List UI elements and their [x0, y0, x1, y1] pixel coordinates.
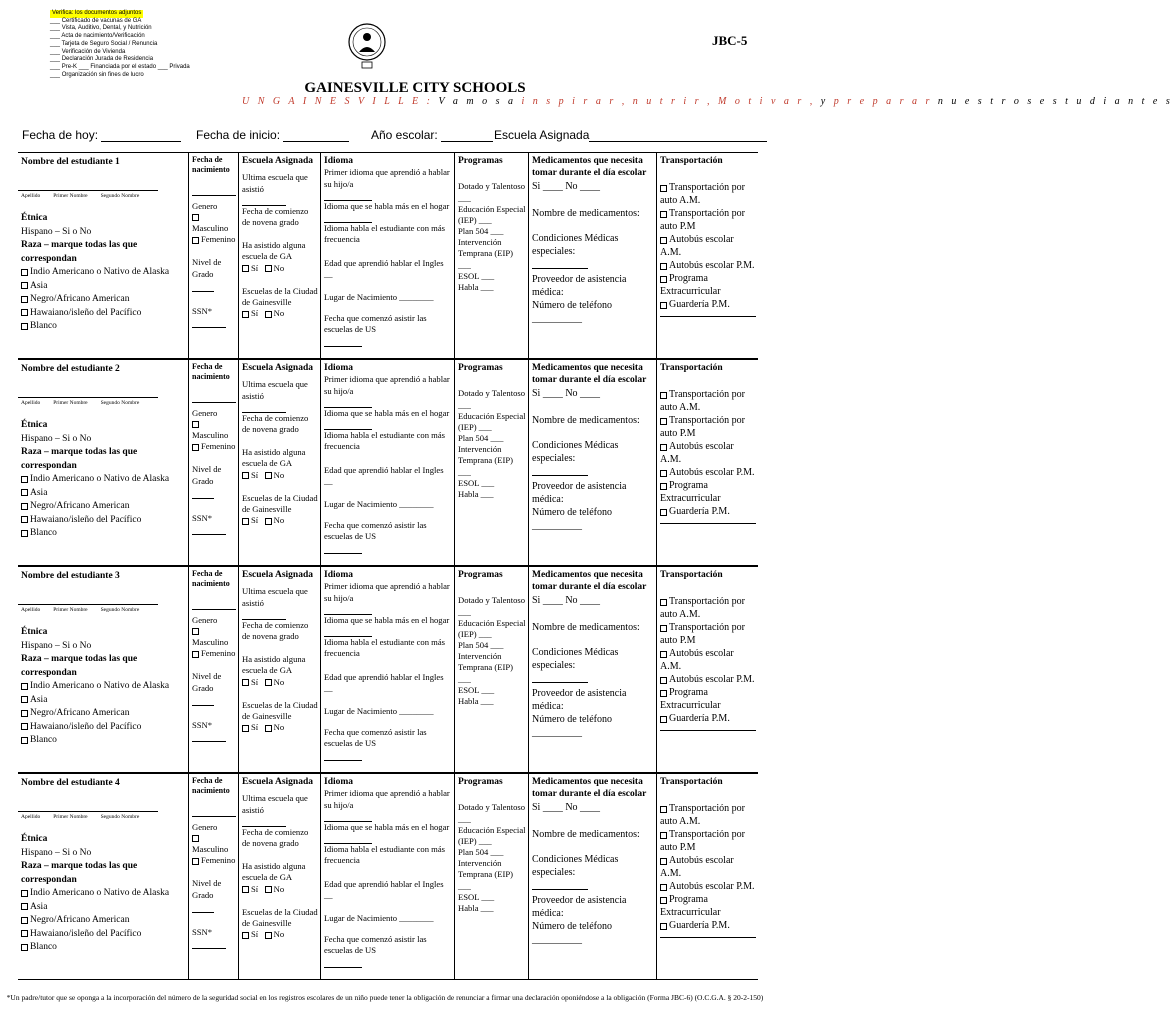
lugar-nacimiento-field[interactable]: Lugar de Nacimiento ________	[324, 498, 434, 509]
name-fields[interactable]: Apellido Primer Nombre Segundo Nombre	[18, 190, 158, 200]
verification-title: Verifica: los documentos adjuntos	[52, 10, 142, 16]
programa-option[interactable]: Intervención Temprana (EIP) ___	[458, 444, 513, 477]
hispano-field[interactable]: Hispano – Si o No	[21, 433, 92, 444]
escuela-asignada-label: Escuela Asignada	[242, 777, 314, 787]
programa-option[interactable]: Intervención Temprana (EIP) ___	[458, 237, 513, 270]
checkbox-icon[interactable]	[192, 858, 199, 865]
programa-option[interactable]: Educación Especial (IEP) ___	[458, 824, 526, 846]
raza-option[interactable]: Blanco	[21, 320, 185, 333]
programa-option[interactable]: Dotado y Talentoso ___	[458, 595, 526, 617]
programa-option[interactable]: ESOL ___	[458, 477, 495, 488]
medicamentos-si-no[interactable]: Si ____ No ____	[532, 180, 601, 192]
checkbox-icon[interactable]	[21, 683, 28, 690]
telefono-field[interactable]: Número de teléfono __________	[532, 299, 612, 324]
checkbox-icon[interactable]	[192, 651, 199, 658]
transportacion-label: Transportación	[660, 570, 723, 580]
checkbox-icon[interactable]	[660, 884, 667, 891]
transport-option[interactable]: Transportación por auto P.M	[660, 208, 746, 233]
ssn-label: SSN*	[192, 926, 213, 937]
raza-option[interactable]: Blanco	[21, 527, 185, 540]
verification-item[interactable]: ___ Declaración Jurada de Residencia	[50, 56, 154, 63]
programa-option[interactable]: Habla ___	[458, 488, 494, 499]
transport-option[interactable]: Guardería P.M.	[660, 919, 756, 932]
masculino-option[interactable]: Masculino	[192, 626, 236, 648]
escuela-asignada-label: Escuela Asignada	[242, 156, 314, 166]
checkbox-icon[interactable]	[21, 503, 28, 510]
transport-option[interactable]: Transportación por auto A.M.	[660, 389, 746, 414]
transport-option[interactable]: Transportación por auto P.M	[660, 622, 746, 647]
ssn-label: SSN*	[192, 719, 213, 730]
programas-label: Programas	[458, 363, 503, 373]
raza-label: Raza – marque todas las que correspondan	[21, 654, 138, 678]
raza-option[interactable]: Hawaiano/isleño del Pacífico	[21, 721, 185, 734]
genero-label: Genero	[192, 407, 218, 418]
ultima-escuela-field[interactable]	[242, 405, 286, 413]
checkbox-icon[interactable]	[242, 265, 249, 272]
students-grid	[18, 152, 758, 980]
femenino-option[interactable]: Femenino	[192, 855, 236, 866]
checkbox-icon[interactable]	[660, 470, 667, 477]
idioma-label: Idioma	[324, 570, 354, 580]
ssn-label: SSN*	[192, 512, 213, 523]
primer-idioma-field[interactable]	[324, 402, 372, 408]
medicamentos-label: Medicamentos que necesita tomar durante el día escolar	[532, 777, 647, 800]
checkbox-icon[interactable]	[21, 323, 28, 330]
nivel-label: Nivel de Grado	[192, 464, 222, 486]
raza-option[interactable]: Indio Americano o Nativo de Alaska	[21, 473, 185, 486]
programa-option[interactable]: ESOL ___	[458, 891, 495, 902]
raza-option[interactable]: Blanco	[21, 941, 185, 954]
checkbox-icon[interactable]	[21, 530, 28, 537]
genero-label: Genero	[192, 821, 218, 832]
programa-option[interactable]: Educación Especial (IEP) ___	[458, 203, 526, 225]
telefono-field[interactable]: Número de teléfono __________	[532, 920, 612, 945]
transport-option[interactable]: Programa Extracurricular	[660, 273, 721, 298]
raza-option[interactable]: Asia	[21, 487, 185, 500]
student-name-title: Nombre del estudiante 4	[21, 778, 120, 788]
raza-label: Raza – marque todas las que correspondan	[21, 447, 138, 471]
fecha-us-field[interactable]	[324, 962, 362, 968]
raza-label: Raza – marque todas las que correspondan	[21, 240, 138, 264]
ano-escolar-field[interactable]: Año escolar:	[371, 128, 493, 142]
checkbox-icon[interactable]	[660, 897, 667, 904]
programa-option[interactable]: Habla ___	[458, 902, 494, 913]
medicamentos-label: Medicamentos que necesita tomar durante el día escolar	[532, 570, 647, 593]
checkbox-icon[interactable]	[21, 282, 28, 289]
checkbox-icon[interactable]	[660, 392, 667, 399]
checkbox-icon[interactable]	[660, 444, 667, 451]
transportacion-label: Transportación	[660, 363, 723, 373]
checkbox-icon[interactable]	[660, 651, 667, 658]
transport-option[interactable]: Autobús escolar P.M.	[660, 880, 756, 893]
primer-idioma-field[interactable]	[324, 816, 372, 822]
checkbox-icon[interactable]	[660, 237, 667, 244]
hispano-field[interactable]: Hispano – Si o No	[21, 226, 92, 237]
lugar-nacimiento-field[interactable]: Lugar de Nacimiento ________	[324, 291, 434, 302]
footnote: *Un padre/tutor que se oponga a la incorporación del número de la seguridad social en los registros escolares de un niño puede tener la obligación de renunciar a firmar una declaración oponiéndose a la obligación (Forma JBC-6) (O.C.G.A. § 20-2-150)	[6, 993, 764, 1002]
masculino-option[interactable]: Masculino	[192, 833, 236, 855]
programa-option[interactable]: Dotado y Talentoso ___	[458, 802, 526, 824]
ultima-escuela-field[interactable]	[242, 819, 286, 827]
medicamentos-si-no[interactable]: Si ____ No ____	[532, 801, 601, 813]
name-fields[interactable]: Apellido Primer Nombre Segundo Nombre	[18, 811, 158, 821]
etnica-label: Étnica	[21, 834, 48, 845]
checkbox-icon[interactable]	[265, 518, 272, 525]
programa-option[interactable]: Educación Especial (IEP) ___	[458, 617, 526, 639]
checkbox-icon[interactable]	[192, 421, 199, 428]
checkbox-icon[interactable]	[21, 903, 28, 910]
motto: U N G A I N E S V I L L E : V a m o s a i n s p i r a r , n u t r i r , M o t i v a r , y p r e p a r a r n u e s t r o s e s t u d i a n t e s	[242, 96, 1173, 107]
checkbox-icon[interactable]	[192, 237, 199, 244]
medicamentos-si-no[interactable]: Si ____ No ____	[532, 594, 601, 606]
raza-option[interactable]: Indio Americano o Nativo de Alaska	[21, 887, 185, 900]
medicamentos-label: Medicamentos que necesita tomar durante el día escolar	[532, 363, 647, 386]
transport-option[interactable]: Transportación por auto A.M.	[660, 803, 746, 828]
verification-item[interactable]: ___ Organización sin fines de lucro	[50, 71, 144, 78]
raza-option[interactable]: Indio Americano o Nativo de Alaska	[21, 266, 185, 279]
telefono-field[interactable]: Número de teléfono __________	[532, 506, 612, 531]
programa-option[interactable]: Dotado y Talentoso ___	[458, 181, 526, 203]
checkbox-icon[interactable]	[21, 723, 28, 730]
checkbox-icon[interactable]	[21, 476, 28, 483]
condiciones-field[interactable]	[532, 468, 588, 476]
checkbox-icon[interactable]	[21, 489, 28, 496]
raza-option[interactable]: Negro/Africano American	[21, 707, 185, 720]
masculino-option[interactable]: Masculino	[192, 212, 236, 234]
school-name: GAINESVILLE CITY SCHOOLS	[304, 80, 526, 96]
masculino-option[interactable]: Masculino	[192, 419, 236, 441]
checkbox-icon[interactable]	[242, 886, 249, 893]
student-block: Nombre del estudiante 4 Apellido Primer Nombre Segundo Nombre Étnica Hispano – Si o No Raza – marque todas las que correspondan Indio Americano o Nativo de Alaska Asia Negro/Africano American Hawaiano/isleño del Pacífico Blanco Fecha de nacimiento Genero Masculino Femenino Nivel de Grado SSN* Escuela Asignada Ultima escuela que asistió Fecha de comienzo de novena grado Ha asistido alguna escuela de GA Sí No Escuelas de la Ciudad de Gainesville Sí No Idioma Primer idioma que aprendió a hablar su hijo/a Idioma que se habla más en el hogar Idioma habla el estudiante con más frecuencia Edad que aprendió hablar el Ingles __ Lugar de Nacimiento ________ Fecha que comenzó asistir las escuelas de US Programas Dotado y Talentoso ___ Educación Especial (IEP) ___ Plan 504 ___ Intervención Temprana (EIP) ___ ESOL ___ Habla ___ Medicamentos que necesita tomar durante el día escolar Si ____ No ____ Nombre de medicamentos: Condiciones Médicas especiales: Proveedor de asistencia médica: Número de teléfono __________ Transportación Transportación por auto A.M. Transportación por auto P.M Autobús escolar A.M. Autobús escolar P.M. Programa Extracurricular Guardería P.M.	[18, 773, 758, 980]
checkbox-icon[interactable]	[242, 932, 249, 939]
checkbox-icon[interactable]	[242, 725, 249, 732]
asistido-ga-options[interactable]: Sí No	[242, 677, 318, 688]
ssn-field[interactable]	[192, 527, 226, 535]
femenino-option[interactable]: Femenino	[192, 648, 236, 659]
checkbox-icon[interactable]	[660, 418, 667, 425]
verification-checklist	[50, 10, 220, 79]
fecha-nac-label: Fecha de nacimiento	[192, 155, 230, 175]
programa-option[interactable]: Plan 504 ___	[458, 640, 504, 651]
form-code: JBC-5	[712, 33, 748, 48]
primer-idioma-field[interactable]	[324, 195, 372, 201]
nivel-field[interactable]	[192, 901, 214, 913]
edad-ingles-field[interactable]: Edad que aprendió hablar el Ingles __	[324, 878, 444, 900]
checkbox-icon[interactable]	[265, 725, 272, 732]
raza-option[interactable]: Indio Americano o Nativo de Alaska	[21, 680, 185, 693]
nivel-field[interactable]	[192, 694, 214, 706]
ultima-escuela-field[interactable]	[242, 612, 286, 620]
nivel-label: Nivel de Grado	[192, 257, 222, 279]
medicamentos-label: Medicamentos que necesita tomar durante el día escolar	[532, 156, 647, 179]
name-fields[interactable]: Apellido Primer Nombre Segundo Nombre	[18, 604, 158, 614]
escuelas-ciudad-options[interactable]: Sí No	[242, 308, 318, 319]
checkbox-icon[interactable]	[660, 690, 667, 697]
checkbox-icon[interactable]	[192, 628, 199, 635]
programa-option[interactable]: Plan 504 ___	[458, 433, 504, 444]
checkbox-icon[interactable]	[660, 716, 667, 723]
escuelas-ciudad-options[interactable]: Sí No	[242, 929, 318, 940]
checkbox-icon[interactable]	[21, 737, 28, 744]
school-seal-logo	[346, 22, 388, 70]
checkbox-icon[interactable]	[21, 917, 28, 924]
checkbox-icon[interactable]	[21, 296, 28, 303]
transport-option[interactable]: Autobús escolar A.M.	[660, 855, 734, 880]
idioma-label: Idioma	[324, 156, 354, 166]
student-name-title: Nombre del estudiante 2	[21, 364, 120, 374]
transport-option[interactable]: Autobús escolar P.M.	[660, 259, 756, 272]
checkbox-icon[interactable]	[660, 599, 667, 606]
checkbox-icon[interactable]	[192, 835, 199, 842]
fecha-nac-label: Fecha de nacimiento	[192, 362, 230, 382]
transport-option[interactable]: Transportación por auto P.M	[660, 415, 746, 440]
edad-ingles-field[interactable]: Edad que aprendió hablar el Ingles __	[324, 671, 444, 693]
student-block: Nombre del estudiante 2 Apellido Primer Nombre Segundo Nombre Étnica Hispano – Si o No Raza – marque todas las que correspondan Indio Americano o Nativo de Alaska Asia Negro/Africano American Hawaiano/isleño del Pacífico Blanco Fecha de nacimiento Genero Masculino Femenino Nivel de Grado SSN* Escuela Asignada Ultima escuela que asistió Fecha de comienzo de novena grado Ha asistido alguna escuela de GA Sí No Escuelas de la Ciudad de Gainesville Sí No Idioma Primer idioma que aprendió a hablar su hijo/a Idioma que se habla más en el hogar Idioma habla el estudiante con más frecuencia Edad que aprendió hablar el Ingles __ Lugar de Nacimiento ________ Fecha que comenzó asistir las escuelas de US Programas Dotado y Talentoso ___ Educación Especial (IEP) ___ Plan 504 ___ Intervención Temprana (EIP) ___ ESOL ___ Habla ___ Medicamentos que necesita tomar durante el día escolar Si ____ No ____ Nombre de medicamentos: Condiciones Médicas especiales: Proveedor de asistencia médica: Número de teléfono __________ Transportación Transportación por auto A.M. Transportación por auto P.M Autobús escolar A.M. Autobús escolar P.M. Programa Extracurricular Guardería P.M.	[18, 359, 758, 566]
checkbox-icon[interactable]	[660, 677, 667, 684]
lugar-nacimiento-field[interactable]: Lugar de Nacimiento ________	[324, 912, 434, 923]
edad-ingles-field[interactable]: Edad que aprendió hablar el Ingles __	[324, 257, 444, 279]
femenino-option[interactable]: Femenino	[192, 441, 236, 452]
genero-label: Genero	[192, 614, 218, 625]
raza-label: Raza – marque todas las que correspondan	[21, 861, 138, 885]
transport-option[interactable]: Transportación por auto A.M.	[660, 596, 746, 621]
ssn-field[interactable]	[192, 734, 226, 742]
escuela-asignada-field[interactable]: Escuela Asignada	[494, 128, 767, 142]
fecha-us-field[interactable]	[324, 548, 362, 554]
checkbox-icon[interactable]	[242, 518, 249, 525]
fecha-inicio-field[interactable]: Fecha de inicio:	[196, 128, 349, 142]
raza-option[interactable]: Asia	[21, 694, 185, 707]
medicamentos-si-no[interactable]: Si ____ No ____	[532, 387, 601, 399]
edad-ingles-field[interactable]: Edad que aprendió hablar el Ingles __	[324, 464, 444, 486]
transport-option[interactable]: Autobús escolar A.M.	[660, 648, 734, 673]
etnica-label: Étnica	[21, 213, 48, 224]
checkbox-icon[interactable]	[21, 269, 28, 276]
checkbox-icon[interactable]	[21, 930, 28, 937]
raza-option[interactable]: Asia	[21, 901, 185, 914]
checkbox-icon[interactable]	[242, 472, 249, 479]
programa-option[interactable]: ESOL ___	[458, 270, 495, 281]
hispano-field[interactable]: Hispano – Si o No	[21, 847, 92, 858]
checkbox-icon[interactable]	[265, 265, 272, 272]
checkbox-icon[interactable]	[21, 696, 28, 703]
transport-option[interactable]: Autobús escolar A.M.	[660, 441, 734, 466]
transport-option[interactable]: Transportación por auto P.M	[660, 829, 746, 854]
condiciones-field[interactable]	[532, 675, 588, 683]
idioma-label: Idioma	[324, 363, 354, 373]
asistido-ga-options[interactable]: Sí No	[242, 884, 318, 895]
fecha-nac-label: Fecha de nacimiento	[192, 776, 230, 796]
transport-option[interactable]: Autobús escolar P.M.	[660, 466, 756, 479]
escuela-asignada-label: Escuela Asignada	[242, 570, 314, 580]
verification-item[interactable]: ___ Pre-K ___ Financiada por el estado ___ Privada	[50, 63, 190, 70]
nivel-field[interactable]	[192, 487, 214, 499]
name-fields[interactable]: Apellido Primer Nombre Segundo Nombre	[18, 397, 158, 407]
checkbox-icon[interactable]	[21, 944, 28, 951]
transport-option[interactable]: Autobús escolar A.M.	[660, 234, 734, 259]
raza-option[interactable]: Asia	[21, 280, 185, 293]
programa-option[interactable]: Habla ___	[458, 695, 494, 706]
checkbox-icon[interactable]	[21, 516, 28, 523]
telefono-field[interactable]: Número de teléfono __________	[532, 713, 612, 738]
raza-option[interactable]: Hawaiano/isleño del Pacífico	[21, 307, 185, 320]
transport-option[interactable]: Programa Extracurricular	[660, 894, 721, 919]
condiciones-field[interactable]	[532, 882, 588, 890]
raza-option[interactable]: Hawaiano/isleño del Pacífico	[21, 928, 185, 941]
transport-option[interactable]: Guardería P.M.	[660, 298, 756, 311]
raza-option[interactable]: Hawaiano/isleño del Pacífico	[21, 514, 185, 527]
idioma-label: Idioma	[324, 777, 354, 787]
checkbox-icon[interactable]	[265, 932, 272, 939]
programa-option[interactable]: Educación Especial (IEP) ___	[458, 410, 526, 432]
escuelas-ciudad-options[interactable]: Sí No	[242, 722, 318, 733]
raza-option[interactable]: Negro/Africano American	[21, 914, 185, 927]
checkbox-icon[interactable]	[660, 263, 667, 270]
checkbox-icon[interactable]	[265, 472, 272, 479]
raza-option[interactable]: Negro/Africano American	[21, 293, 185, 306]
checkbox-icon[interactable]	[242, 679, 249, 686]
fecha-nac-label: Fecha de nacimiento	[192, 569, 230, 589]
checkbox-icon[interactable]	[660, 858, 667, 865]
etnica-label: Étnica	[21, 420, 48, 431]
hispano-field[interactable]: Hispano – Si o No	[21, 640, 92, 651]
programa-option[interactable]: Intervención Temprana (EIP) ___	[458, 858, 513, 891]
checkbox-icon[interactable]	[660, 509, 667, 516]
femenino-option[interactable]: Femenino	[192, 234, 236, 245]
asistido-ga-options[interactable]: Sí No	[242, 470, 318, 481]
raza-option[interactable]: Negro/Africano American	[21, 500, 185, 513]
checkbox-icon[interactable]	[265, 679, 272, 686]
programa-option[interactable]: Plan 504 ___	[458, 226, 504, 237]
checkbox-icon[interactable]	[660, 923, 667, 930]
verification-item[interactable]: ___ Verificación de Vivienda	[50, 48, 126, 55]
verification-item[interactable]: ___ Tarjeta de Seguro Social / Renuncia	[50, 40, 158, 47]
condiciones-field[interactable]	[532, 261, 588, 269]
programas-label: Programas	[458, 570, 503, 580]
programa-option[interactable]: Dotado y Talentoso ___	[458, 388, 526, 410]
fecha-us-field[interactable]	[324, 341, 362, 347]
transport-option[interactable]: Transportación por auto A.M.	[660, 182, 746, 207]
checkbox-icon[interactable]	[242, 311, 249, 318]
checkbox-icon[interactable]	[21, 710, 28, 717]
checkbox-icon[interactable]	[265, 886, 272, 893]
checkbox-icon[interactable]	[21, 890, 28, 897]
escuela-asignada-label: Escuela Asignada	[242, 363, 314, 373]
primer-idioma-field[interactable]	[324, 609, 372, 615]
lugar-nacimiento-field[interactable]: Lugar de Nacimiento ________	[324, 705, 434, 716]
checkbox-icon[interactable]	[660, 806, 667, 813]
transportacion-label: Transportación	[660, 156, 723, 166]
checkbox-icon[interactable]	[265, 311, 272, 318]
transport-option[interactable]: Programa Extracurricular	[660, 480, 721, 505]
programas-label: Programas	[458, 777, 503, 787]
transport-option[interactable]: Autobús escolar P.M.	[660, 673, 756, 686]
raza-option[interactable]: Blanco	[21, 734, 185, 747]
ultima-escuela-field[interactable]	[242, 198, 286, 206]
programa-option[interactable]: ESOL ___	[458, 684, 495, 695]
programa-option[interactable]: Plan 504 ___	[458, 847, 504, 858]
nivel-field[interactable]	[192, 280, 214, 292]
verification-item[interactable]: ___ Acta de nacimiento/Verificación	[50, 33, 145, 40]
student-name-title: Nombre del estudiante 3	[21, 571, 120, 581]
student-block: Nombre del estudiante 1 Apellido Primer Nombre Segundo Nombre Étnica Hispano – Si o No Raza – marque todas las que correspondan Indio Americano o Nativo de Alaska Asia Negro/Africano American Hawaiano/isleño del Pacífico Blanco Fecha de nacimiento Genero Masculino Femenino Nivel de Grado SSN* Escuela Asignada Ultima escuela que asistió Fecha de comienzo de novena grado Ha asistido alguna escuela de GA Sí No Escuelas de la Ciudad de Gainesville Sí No Idioma Primer idioma que aprendió a hablar su hijo/a Idioma que se habla más en el hogar Idioma habla el estudiante con más frecuencia Edad que aprendió hablar el Ingles __ Lugar de Nacimiento ________ Fecha que comenzó asistir las escuelas de US Programas Dotado y Talentoso ___ Educación Especial (IEP) ___ Plan 504 ___ Intervención Temprana (EIP) ___ ESOL ___ Habla ___ Medicamentos que necesita tomar durante el día escolar Si ____ No ____ Nombre de medicamentos: Condiciones Médicas especiales: Proveedor de asistencia médica: Número de teléfono __________ Transportación Transportación por auto A.M. Transportación por auto P.M Autobús escolar A.M. Autobús escolar P.M. Programa Extracurricular Guardería P.M.	[18, 152, 758, 359]
nivel-label: Nivel de Grado	[192, 671, 222, 693]
escuelas-ciudad-options[interactable]: Sí No	[242, 515, 318, 526]
checkbox-icon[interactable]	[660, 832, 667, 839]
checkbox-icon[interactable]	[660, 625, 667, 632]
checkbox-icon[interactable]	[660, 211, 667, 218]
student-block: Nombre del estudiante 3 Apellido Primer Nombre Segundo Nombre Étnica Hispano – Si o No Raza – marque todas las que correspondan Indio Americano o Nativo de Alaska Asia Negro/Africano American Hawaiano/isleño del Pacífico Blanco Fecha de nacimiento Genero Masculino Femenino Nivel de Grado SSN* Escuela Asignada Ultima escuela que asistió Fecha de comienzo de novena grado Ha asistido alguna escuela de GA Sí No Escuelas de la Ciudad de Gainesville Sí No Idioma Primer idioma que aprendió a hablar su hijo/a Idioma que se habla más en el hogar Idioma habla el estudiante con más frecuencia Edad que aprendió hablar el Ingles __ Lugar de Nacimiento ________ Fecha que comenzó asistir las escuelas de US Programas Dotado y Talentoso ___ Educación Especial (IEP) ___ Plan 504 ___ Intervención Temprana (EIP) ___ ESOL ___ Habla ___ Medicamentos que necesita tomar durante el día escolar Si ____ No ____ Nombre de medicamentos: Condiciones Médicas especiales: Proveedor de asistencia médica: Número de teléfono __________ Transportación Transportación por auto A.M. Transportación por auto P.M Autobús escolar A.M. Autobús escolar P.M. Programa Extracurricular Guardería P.M.	[18, 566, 758, 773]
genero-label: Genero	[192, 200, 218, 211]
student-name-title: Nombre del estudiante 1	[21, 157, 120, 167]
fecha-hoy-field[interactable]: Fecha de hoy:	[22, 128, 181, 142]
checkbox-icon[interactable]	[192, 214, 199, 221]
checkbox-icon[interactable]	[192, 444, 199, 451]
checkbox-icon[interactable]	[21, 309, 28, 316]
asistido-ga-options[interactable]: Sí No	[242, 263, 318, 274]
fecha-us-field[interactable]	[324, 755, 362, 761]
transport-option[interactable]: Guardería P.M.	[660, 505, 756, 518]
transport-option[interactable]: Guardería P.M.	[660, 712, 756, 725]
nivel-label: Nivel de Grado	[192, 878, 222, 900]
ssn-label: SSN*	[192, 305, 213, 316]
programa-option[interactable]: Intervención Temprana (EIP) ___	[458, 651, 513, 684]
programa-option[interactable]: Habla ___	[458, 281, 494, 292]
transport-option[interactable]: Programa Extracurricular	[660, 687, 721, 712]
checkbox-icon[interactable]	[660, 483, 667, 490]
verification-item[interactable]: ___ Vista, Auditivo, Dental, y Nutrición	[50, 25, 152, 32]
checkbox-icon[interactable]	[660, 276, 667, 283]
programas-label: Programas	[458, 156, 503, 166]
etnica-label: Étnica	[21, 627, 48, 638]
ssn-field[interactable]	[192, 941, 226, 949]
checkbox-icon[interactable]	[660, 302, 667, 309]
verification-item[interactable]: ___ Certificado de vacunas de GA	[50, 17, 142, 24]
checkbox-icon[interactable]	[660, 185, 667, 192]
transportacion-label: Transportación	[660, 777, 723, 787]
ssn-field[interactable]	[192, 320, 226, 328]
